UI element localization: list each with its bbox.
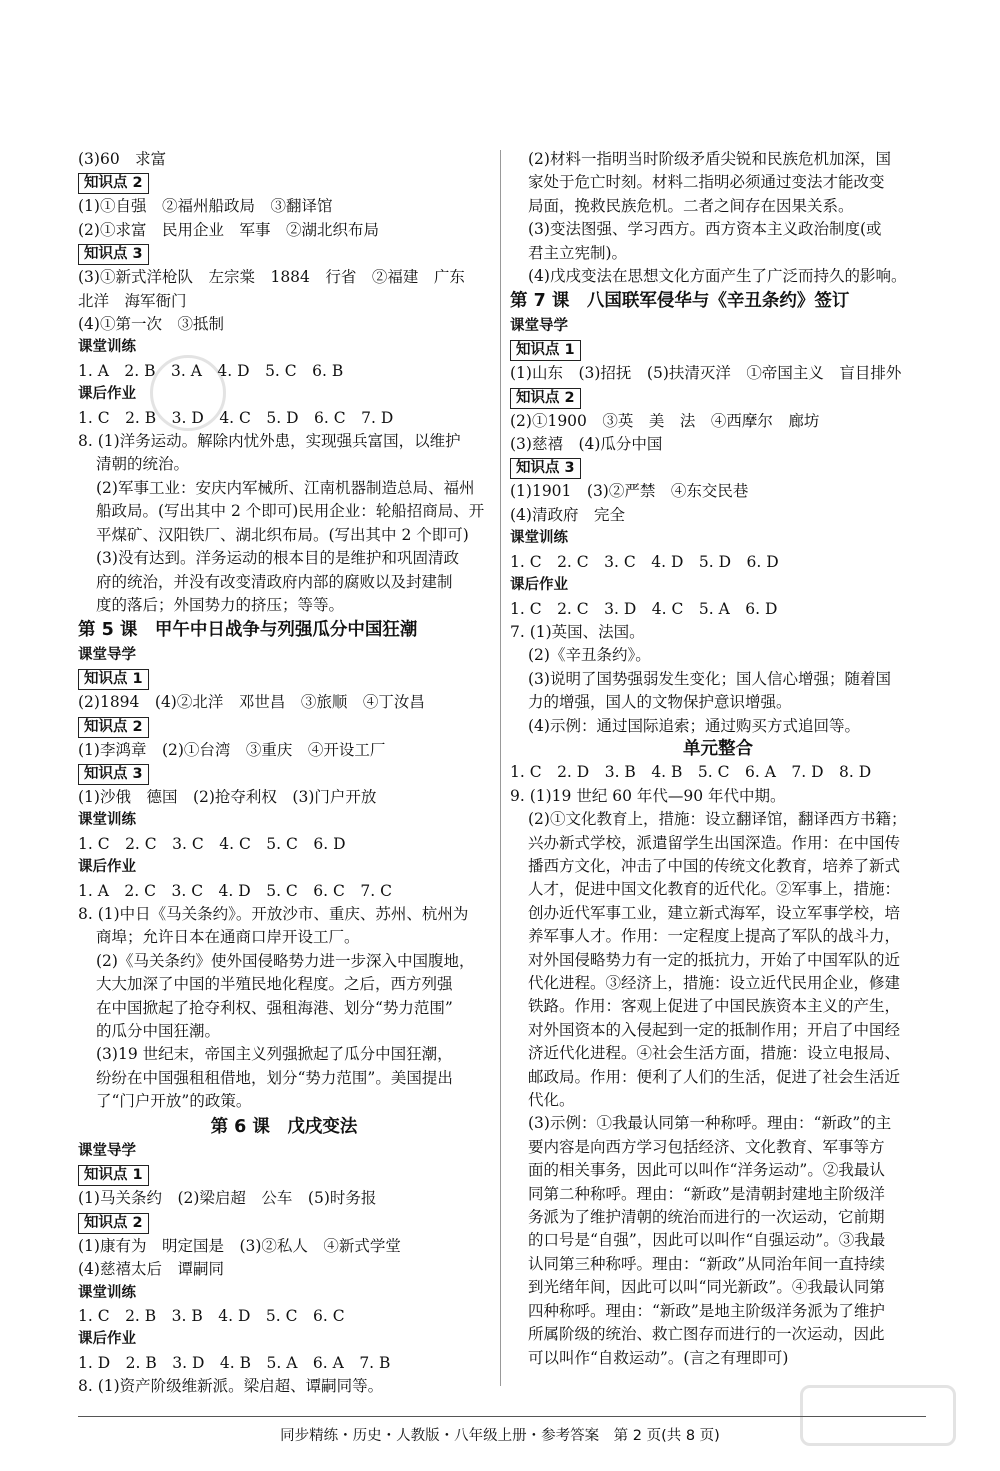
knowledge-point-wrapper xyxy=(78,171,490,195)
lesson-title: 第 5 课 甲午中日战争与列强瓜分中国狂潮 xyxy=(78,620,418,641)
answer-line: 1. D 2. B 3. D 4. B 5. A 6. A 7. B xyxy=(78,1353,391,1372)
answer-line: (2)材料一指明当时阶级矛盾尖锐和民族危机加深，国 xyxy=(528,150,891,168)
answer-line: 人才，促进中国文化教育的近代化。②军事上，措施： xyxy=(528,880,901,899)
lesson-title: 第 7 课 八国联军侵华与《辛丑条约》签订 xyxy=(510,291,850,312)
section-heading: 课堂导学 xyxy=(510,317,568,334)
section-heading: 课后作业 xyxy=(78,859,136,876)
answer-line: (1)康有为 明定国是 (3)②私人 ④新式学堂 xyxy=(78,1236,401,1255)
answer-line: 了“门户开放”的政策。 xyxy=(96,1092,252,1111)
answer-line: 代化。 xyxy=(528,1091,575,1110)
answer-line: 1. C 2. C 3. C 4. C 5. C 6. D xyxy=(78,834,346,853)
answer-line: 力的增强，国人的文物保护意识增强。 xyxy=(528,693,792,712)
answer-line: (4)清政府 完全 xyxy=(510,505,625,524)
answer-line: 在中国掀起了抢夺利权、强租海港、划分“势力范围” xyxy=(96,998,453,1017)
answer-line: 商埠；允许日本在通商口岸开设工厂。 xyxy=(96,928,360,947)
answer-line: (3)变法图强、学习西方。西方资本主义政治制度(或 xyxy=(528,220,882,239)
knowledge-point-wrapper xyxy=(510,338,926,362)
answer-line: (4)戊戌变法在思想文化方面产生了广泛而持久的影响。 xyxy=(528,267,907,286)
answer-line: 大大加深了中国的半殖民地化程度。之后，西方列强 xyxy=(96,975,453,994)
section-heading: 课堂训练 xyxy=(510,530,568,547)
knowledge-point-label: 知识点 1 xyxy=(510,340,581,361)
answer-line: 代化进程。③经济上，措施：设立近代民用企业，修建 xyxy=(528,974,901,992)
answer-line: 认同第三种称呼。理由：“新政”从同治年间一直持续 xyxy=(528,1254,885,1273)
section-heading: 课后作业 xyxy=(78,1331,136,1348)
knowledge-point-wrapper xyxy=(78,242,490,266)
answer-line: 7. (1)英国、法国。 xyxy=(510,622,645,641)
knowledge-point-wrapper xyxy=(78,762,490,786)
answer-line: 君主立宪制)。 xyxy=(528,243,628,262)
knowledge-point-wrapper xyxy=(78,667,490,691)
answer-line: 面的相关事务，因此可以叫作“洋务运动”。②我最认 xyxy=(528,1161,885,1180)
answer-line: 1. C 2. B 3. B 4. D 5. C 6. C xyxy=(78,1307,345,1326)
answer-line: 要内容是向西方学习包括经济、文化教育、军事等方 xyxy=(528,1137,885,1156)
answer-line: (3)60 求富 xyxy=(78,150,167,168)
lesson-title: 第 6 课 戊戌变法 xyxy=(210,1116,358,1137)
answer-line: (3)没有达到。洋务运动的根本目的是维护和巩固清政 xyxy=(96,549,459,568)
footer-rule xyxy=(78,1416,926,1417)
section-heading: 课堂训练 xyxy=(78,812,136,829)
answer-line: (3)慈禧 (4)瓜分中国 xyxy=(510,435,663,454)
answer-line: 1. C 2. D 3. B 4. B 5. C 6. A 7. D 8. D xyxy=(510,763,872,782)
answer-line: (1)沙俄 德国 (2)抢夺利权 (3)门户开放 xyxy=(78,787,377,806)
knowledge-point-label: 知识点 2 xyxy=(510,388,581,409)
answer-line: (2)《辛丑条约》。 xyxy=(528,646,651,665)
answer-line: (1)①自强 ②福州船政局 ③翻译馆 xyxy=(78,197,333,216)
answer-line: 1. A 2. C 3. C 4. D 5. C 6. C 7. C xyxy=(78,881,392,900)
answer-line: 8. (1)中日《马关条约》。开放沙市、重庆、苏州、杭州为 xyxy=(78,904,469,923)
knowledge-point-label: 知识点 3 xyxy=(78,244,149,265)
knowledge-point-wrapper xyxy=(510,456,926,480)
knowledge-point-label: 知识点 1 xyxy=(78,669,149,690)
answer-line: (4)①第一次 ③抵制 xyxy=(78,315,224,334)
knowledge-point-wrapper xyxy=(78,1163,490,1187)
answer-line: 1. A 2. B 3. A 4. D 5. C 6. B xyxy=(78,361,344,380)
answer-line: 播西方文化，冲击了中国的传统文化教育，培养了新式 xyxy=(528,856,901,875)
answer-line: (3)示例：①我最认同第一种称呼。理由：“新政”的主 xyxy=(528,1114,892,1133)
answer-line: 铁路。作用：客观上促进了中国民族资本主义的产生， xyxy=(528,997,901,1016)
knowledge-point-wrapper xyxy=(78,1211,490,1235)
answer-line: (2)军事工业：安庆内军械所、江南机器制造总局、福州 xyxy=(96,478,475,497)
knowledge-point-label: 知识点 3 xyxy=(510,458,581,479)
answer-line: (4)示例：通过国际追索；通过购买方式追回等。 xyxy=(528,716,860,735)
page-footer: 同步精练・历史・人教版・八年级上册・参考答案 第 2 页(共 8 页) xyxy=(280,1428,720,1444)
answer-line: (2)①1900 ③英 美 法 ④西摩尔 廊坊 xyxy=(510,411,820,430)
answer-line: 平煤矿、汉阳铁厂、湖北织布局。(写出其中 2 个即可) xyxy=(96,525,469,544)
section-heading: 课后作业 xyxy=(510,577,568,594)
answer-line: 北洋 海军衙门 xyxy=(78,291,187,310)
answer-line: (1)1901 (3)②严禁 ④东交民巷 xyxy=(510,482,749,501)
answer-line: 邮政局。作用：便利了人们的生活，促进了社会生活近 xyxy=(528,1067,901,1086)
answer-line: 同第二种称呼。理由：“新政”是清朝封建地主阶级洋 xyxy=(528,1184,885,1203)
answer-line: (3)19 世纪末，帝国主义列强掀起了瓜分中国狂潮， xyxy=(96,1045,453,1064)
answer-line: 养军事人才。作用：一定程度上提高了军队的战斗力， xyxy=(528,927,901,946)
answer-line: 四种称呼。理由：“新政”是地主阶级洋务派为了维护 xyxy=(528,1301,885,1320)
answer-line: (3)说明了国势强弱发生变化；国人信心增强；随着国 xyxy=(528,669,891,688)
section-heading: 课后作业 xyxy=(78,386,136,403)
answer-line: 纷纷在中国强租租借地，划分“势力范围”。美国提出 xyxy=(96,1068,453,1087)
answer-line: (3)①新式洋枪队 左宗棠 1884 行省 ②福建 广东 xyxy=(78,268,465,287)
answer-line: (2)①文化教育上，措施：设立翻译馆，翻译西方书籍； xyxy=(528,810,907,829)
answer-line: (2)①求富 民用企业 军事 ②湖北织布局 xyxy=(78,220,379,239)
knowledge-point-label: 知识点 2 xyxy=(78,1213,149,1234)
knowledge-point-label: 知识点 2 xyxy=(78,717,149,738)
answer-line: 的口号是“自强”，因此可以叫作“自强运动”。③我最 xyxy=(528,1231,886,1250)
answer-line: 到光绪年间，因此可以叫“同光新政”。④我最认同第 xyxy=(528,1278,885,1297)
answer-line: 家处于危亡时刻。材料二指明必须通过变法才能改变 xyxy=(528,173,885,192)
section-heading: 课堂训练 xyxy=(78,339,136,356)
answer-line: (1)山东 (3)招抚 (5)扶清灭洋 ①帝国主义 盲目排外 xyxy=(510,364,902,383)
column-divider xyxy=(500,150,501,1386)
answer-line: 8. (1)洋务运动。解除内忧外患，实现强兵富国，以维护 xyxy=(78,432,461,451)
answer-line: 务派为了维护清朝的统治而进行的一次运动，它前期 xyxy=(528,1208,885,1227)
answer-line: 兴办新式学校，派遣留学生出国深造。作用：在中国传 xyxy=(528,833,901,852)
answer-line: 1. C 2. B 3. D 4. C 5. D 6. C 7. D xyxy=(78,408,394,427)
right-column xyxy=(510,148,926,1370)
section-heading: 课堂训练 xyxy=(78,1284,136,1301)
knowledge-point-label: 知识点 3 xyxy=(78,764,149,785)
answer-line: (2)1894 (4)②北洋 邓世昌 ③旅顺 ④丁汝昌 xyxy=(78,693,425,712)
answer-line: 9. (1)19 世纪 60 年代—90 年代中期。 xyxy=(510,786,786,805)
answer-line: 1. C 2. C 3. D 4. C 5. A 6. D xyxy=(510,599,778,618)
unit-title: 单元整合 xyxy=(683,738,753,759)
section-heading: 课堂导学 xyxy=(78,1143,136,1160)
answer-line: 1. C 2. C 3. C 4. D 5. D 6. D xyxy=(510,552,779,571)
section-heading: 课堂导学 xyxy=(78,646,136,663)
answer-line: 对外国侵略势力有一定的抵抗力，开始了中国军队的近 xyxy=(528,950,901,969)
knowledge-point-label: 知识点 2 xyxy=(78,173,149,194)
answer-line: 可以叫作“自救运动”。(言之有理即可) xyxy=(528,1348,789,1367)
knowledge-point-wrapper xyxy=(78,715,490,739)
answer-line: 局面，挽救民族危机。二者之间存在因果关系。 xyxy=(528,196,854,215)
answer-line: 对外国资本的入侵起到一定的抵制作用；开启了中国经 xyxy=(528,1020,901,1039)
answer-line: 船政局。(写出其中 2 个即可)民用企业：轮船招商局、开 xyxy=(96,502,485,521)
answer-line: (1)马关条约 (2)梁启超 公车 (5)时务报 xyxy=(78,1189,377,1208)
answer-line: 创办近代军事工业，建立新式海军，设立军事学校，培 xyxy=(528,903,901,922)
answer-line: 清朝的统治。 xyxy=(96,455,190,474)
knowledge-point-label: 知识点 1 xyxy=(78,1165,149,1186)
answer-line: 度的落后；外国势力的挤压；等等。 xyxy=(96,595,345,614)
left-column xyxy=(78,148,490,1399)
answer-line: (1)李鸿章 (2)①台湾 ③重庆 ④开设工厂 xyxy=(78,740,386,759)
answer-line: 府的统治，并没有改变清政府内部的腐败以及封建制 xyxy=(96,572,453,591)
answer-line: 所属阶级的统治、救亡图存而进行的一次运动，因此 xyxy=(528,1325,885,1344)
knowledge-point-wrapper xyxy=(510,386,926,410)
answer-line: 8. (1)资产阶级维新派。梁启超、谭嗣同等。 xyxy=(78,1377,384,1396)
answer-line: 济近代化进程。④社会生活方面，措施：设立电报局、 xyxy=(528,1044,901,1063)
answer-line: (2)《马关条约》使外国侵略势力进一步深入中国腹地， xyxy=(96,951,475,970)
answer-line: (4)慈禧太后 谭嗣同 xyxy=(78,1260,224,1279)
answer-line: 的瓜分中国狂潮。 xyxy=(96,1022,221,1040)
